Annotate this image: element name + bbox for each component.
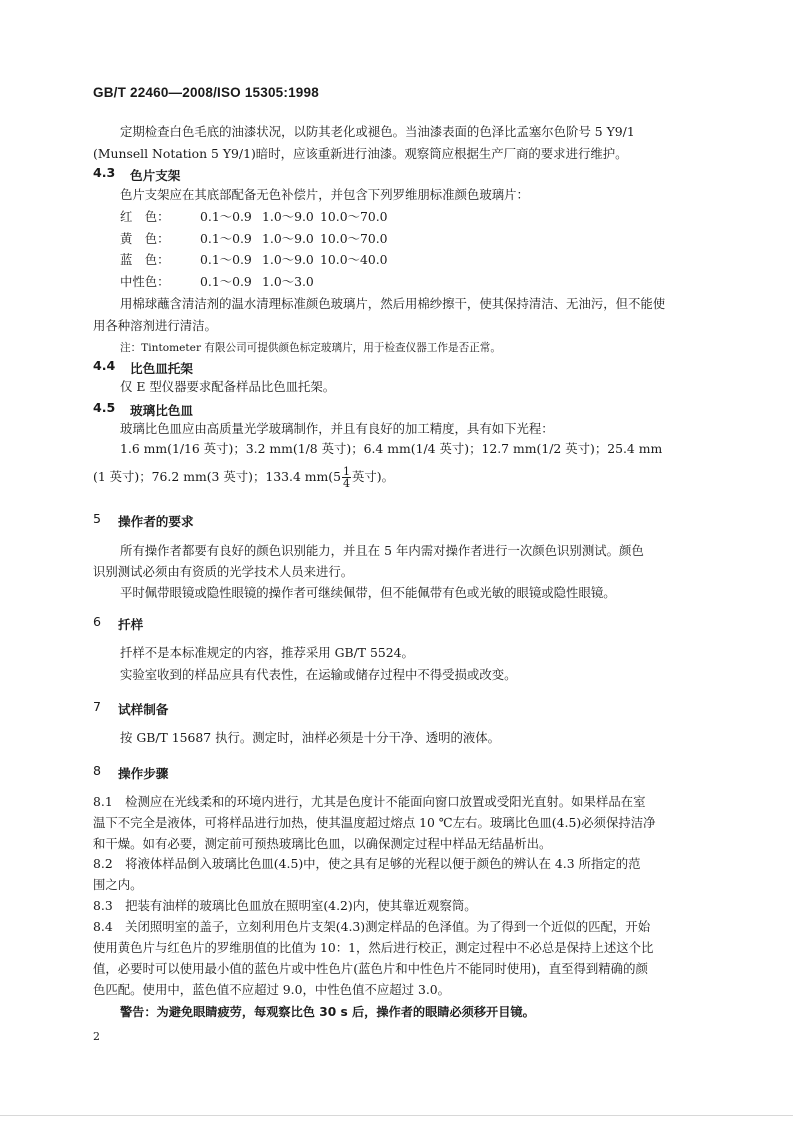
range-a: 0.1～0.9	[200, 209, 252, 224]
document-header: GB/T 22460—2008/ISO 15305:1998	[93, 85, 319, 100]
fraction	[342, 466, 351, 489]
section-7-para-1: 按 GB/T 15687 执行。测定时，油样必须是十分干净、透明的液体。	[120, 730, 501, 745]
page-bottom-rule	[0, 1115, 793, 1116]
range-b: 1.0～9.0	[262, 252, 314, 267]
section-5-para-2: 平时佩带眼镜或隐性眼镜的操作者可继续佩带，但不能佩带有色或光敏的眼镜或隐性眼镜。	[120, 585, 616, 600]
section-number: 7	[93, 699, 102, 714]
fraction-numerator: 1	[342, 465, 350, 478]
range-a: 0.1～0.9	[200, 231, 252, 246]
row-label: 蓝 色：	[120, 252, 170, 267]
section-6-para-2: 实验室收到的样品应具有代表性，在运输或储存过程中不得受损或改变。	[120, 667, 517, 682]
section-title: 比色皿托架	[130, 361, 193, 376]
section-4-4-text: 仅 E 型仪器要求配备样品比色皿托架。	[120, 379, 336, 394]
note: 注：Tintometer 有限公司可提供颜色标定玻璃片，用于检查仪器工作是否正常。	[120, 342, 501, 354]
range-b: 1.0～3.0	[262, 274, 314, 289]
section-number: 5	[93, 511, 102, 526]
path-lengths-line-1: 1.6 mm(1/16 英寸)；3.2 mm(1/8 英寸)；6.4 mm(1/4 英寸)；12.7 mm(1/2 英寸)；25.4 mm	[120, 441, 663, 456]
section-4-3-lead: 色片支架应在其底部配备无色补偿片，并包含下列罗维朋标准颜色玻璃片：	[120, 187, 529, 202]
step-8-4-line-3: 值，必要时可以使用最小值的蓝色片或中性色片(蓝色片和中性色片不能同时使用)，直至得到精确的颜	[93, 961, 648, 976]
section-number: 8	[93, 763, 102, 778]
range-a: 0.1～0.9	[200, 274, 252, 289]
section-number: 4.3	[93, 165, 116, 180]
path-text-b: 英寸)。	[351, 469, 394, 484]
row-label: 中性色：	[120, 274, 170, 289]
step-8-2-line-2: 围之内。	[93, 877, 143, 892]
path-lengths-line-2	[93, 463, 394, 491]
row-label: 黄 色：	[120, 231, 170, 246]
section-number: 6	[93, 614, 102, 629]
section-number: 4.4	[93, 358, 116, 373]
page-number: 2	[93, 1030, 100, 1043]
range-a: 0.1～0.9	[200, 252, 252, 267]
section-title: 操作步骤	[118, 766, 169, 781]
fraction-denominator: 4	[342, 477, 350, 490]
step-8-4-line-1: 8.4 关闭照明室的盖子，立刻利用色片支架(4.3)测定样品的色泽值。为了得到一个近似的匹配，开始	[93, 919, 651, 934]
section-title: 试样制备	[118, 702, 169, 717]
step-8-4-line-2: 使用黄色片与红色片的罗维朋值的比值为 10：1，然后进行校正，测定过程中不必总是保持上述这个比	[93, 940, 654, 955]
intro-line-2: (Munsell Notation 5 Y9/1)暗时，应该重新进行油漆。观察筒应根据生产厂商的要求进行维护。	[93, 146, 628, 161]
cleaning-line-2: 用各种溶剂进行清洁。	[93, 318, 217, 333]
step-8-1-line-1: 8.1 检测应在光线柔和的环境内进行，尤其是色度计不能面向窗口放置或受阳光直射。如果样品在室	[93, 794, 646, 809]
path-text-a: (1 英寸)；76.2 mm(3 英寸)；133.4 mm(5	[93, 469, 341, 484]
range-c: 10.0～70.0	[320, 209, 388, 224]
step-8-4-line-4: 色匹配。使用中，蓝色值不应超过 9.0，中性色值不应超过 3.0。	[93, 982, 451, 997]
step-8-3: 8.3 把装有油样的玻璃比色皿放在照明室(4.2)内，使其靠近观察筒。	[93, 898, 477, 913]
section-title: 玻璃比色皿	[130, 403, 193, 418]
section-5-para-1b: 识别测试必须由有资质的光学技术人员来进行。	[93, 564, 354, 579]
range-c: 10.0～70.0	[320, 231, 388, 246]
row-label: 红 色：	[120, 209, 170, 224]
range-b: 1.0～9.0	[262, 209, 314, 224]
section-title: 色片支架	[130, 168, 181, 183]
section-title: 操作者的要求	[118, 514, 194, 529]
section-4-5-text: 玻璃比色皿应由高质量光学玻璃制作，并且有良好的加工精度，具有如下光程：	[120, 421, 554, 436]
section-title: 扦样	[118, 617, 144, 632]
range-b: 1.0～9.0	[262, 231, 314, 246]
step-8-1-line-3: 和干燥。如有必要，测定前可预热玻璃比色皿，以确保测定过程中样品无结晶析出。	[93, 836, 552, 851]
warning: 警告：为避免眼睛疲劳，每观察比色 30 s 后，操作者的眼睛必须移开目镜。	[120, 1005, 535, 1019]
intro-line-1: 定期检查白色毛底的油漆状况，以防其老化或褪色。当油漆表面的色泽比孟塞尔色阶号 5 Y9/1	[120, 124, 635, 139]
range-c: 10.0～40.0	[320, 252, 388, 267]
cleaning-line-1: 用棉球蘸含清洁剂的温水清理标准颜色玻璃片，然后用棉纱擦干，使其保持清洁、无油污，但不能使	[120, 296, 666, 311]
section-6-para-1: 扦样不是本标准规定的内容，推荐采用 GB/T 5524。	[120, 645, 414, 660]
step-8-1-line-2: 温下不完全是液体，可将样品进行加热，使其温度超过熔点 10 ℃左右。玻璃比色皿(4.5)必须保持洁净	[93, 815, 656, 830]
section-number: 4.5	[93, 400, 116, 415]
step-8-2-line-1: 8.2 将液体样品倒入玻璃比色皿(4.5)中，使之具有足够的光程以便于颜色的辨认在 4.3 所指定的范	[93, 856, 641, 871]
section-5-para-1a: 所有操作者都要有良好的颜色识别能力，并且在 5 年内需对操作者进行一次颜色识别测试。颜色	[120, 543, 644, 558]
